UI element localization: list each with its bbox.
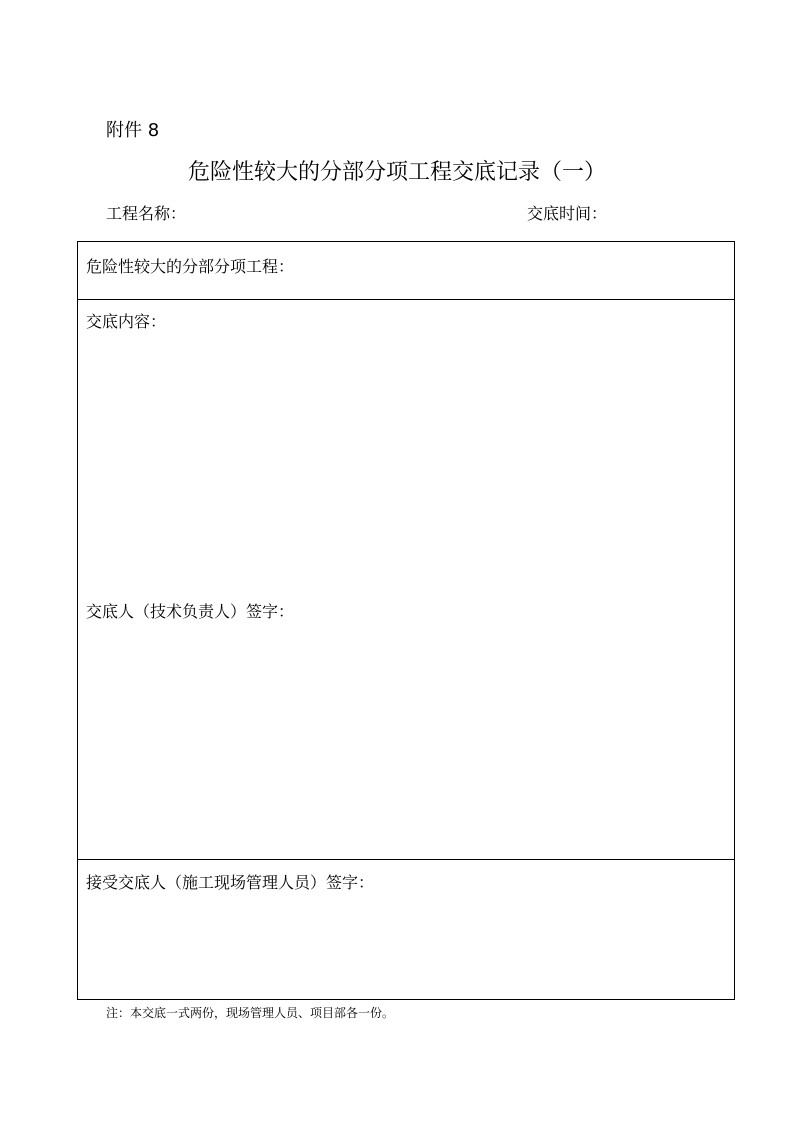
page-title: 危险性较大的分部分项工程交底记录（一） [187,160,606,185]
content-row [78,300,734,860]
subproject-row [78,242,734,300]
content-label: 交底内容： [86,312,167,331]
receiver-row [78,860,734,999]
subproject-label: 危险性较大的分部分项工程： [86,257,295,276]
attachment-number: 附件 8 [106,120,160,141]
receiver-signature-label: 接受交底人（施工现场管理人员）签字： [86,873,375,892]
project-name-label: 工程名称： [106,204,187,223]
discloser-signature-label: 交底人（技术负责人）签字： [86,602,295,621]
footer-note: 注：本交底一式两份，现场管理人员、项目部各一份。 [106,1006,395,1020]
disclosure-record-table [77,241,735,1000]
disclosure-time-label: 交底时间： [527,204,608,223]
